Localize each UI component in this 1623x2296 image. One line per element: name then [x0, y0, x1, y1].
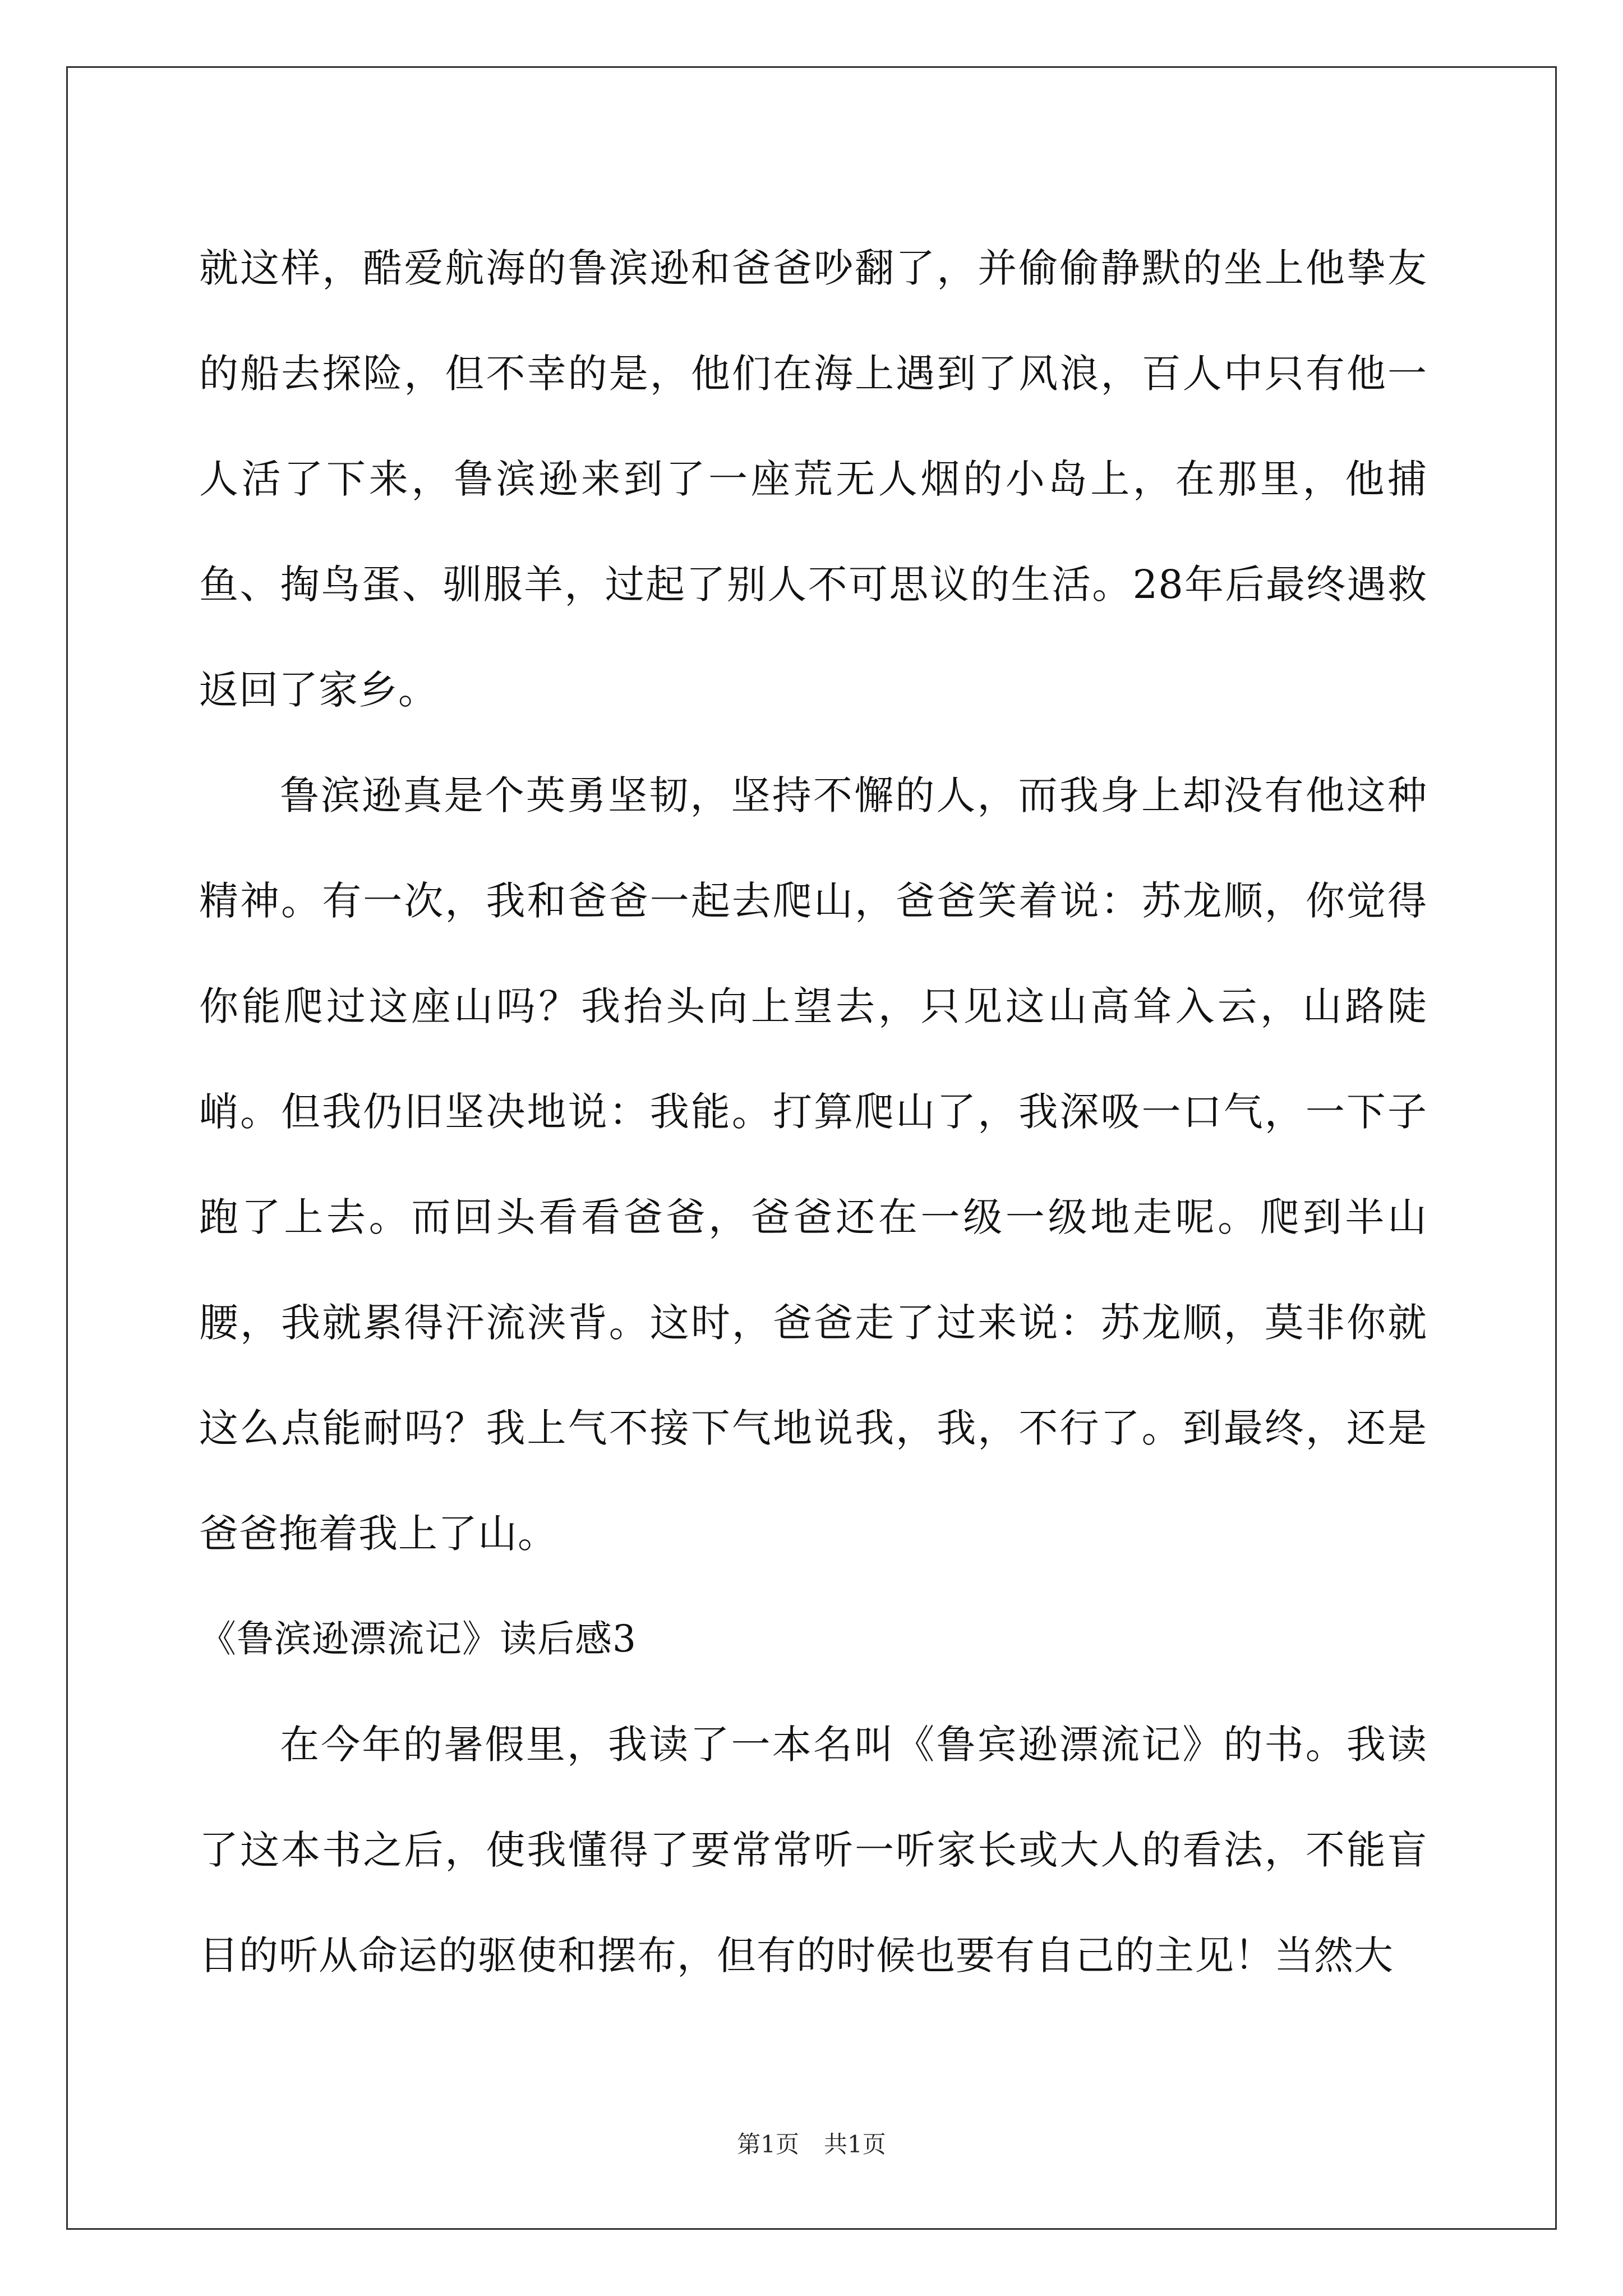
paragraph-2: 鲁滨逊真是个英勇坚韧，坚持不懈的人，而我身上却没有他这种精神。有一次，我和爸爸一起去爬山，爸爸笑着说：苏龙顺，你觉得你能爬过这座山吗？我抬头向上望去，只见这山高耸入云，山路陡峭。但我仍旧坚决地说：我能。打算爬山了，我深吸一口气，一下子跑了上去。而回头看看爸爸，爸爸还在一级一级地走呢。爬到半山腰，我就累得汗流浃背。这时，爸爸走了过来说：苏龙顺，莫非你就这么点能耐吗？我上气不接下气地说我，我，不行了。到最终，还是爸爸拖着我上了山。: [199, 772, 1427, 1557]
page-number: 第1页: [737, 2131, 799, 2158]
page-footer: [0, 2126, 1623, 2160]
page-total: 共1页: [824, 2131, 886, 2158]
document-body: [199, 215, 1427, 2008]
paragraph-3: 在今年的暑假里，我读了一本名叫《鲁宾逊漂流记》的书。我读了这本书之后，使我懂得了要常常听一听家长或大人的看法，不能盲目的听从命运的驱使和摆布，但有的时候也要有自己的主见！当然大: [199, 1722, 1427, 1978]
section-heading: 《鲁滨逊漂流记》读后感3: [199, 1617, 637, 1660]
paragraph-1: 就这样，酷爱航海的鲁滨逊和爸爸吵翻了，并偷偷静默的坐上他挚友的船去探险，但不幸的是，他们在海上遇到了风浪，百人中只有他一人活了下来，鲁滨逊来到了一座荒无人烟的小岛上，在那里，他捕鱼、掏鸟蛋、驯服羊，过起了别人不可思议的生活。28年后最终遇救返回了家乡。: [199, 245, 1427, 713]
